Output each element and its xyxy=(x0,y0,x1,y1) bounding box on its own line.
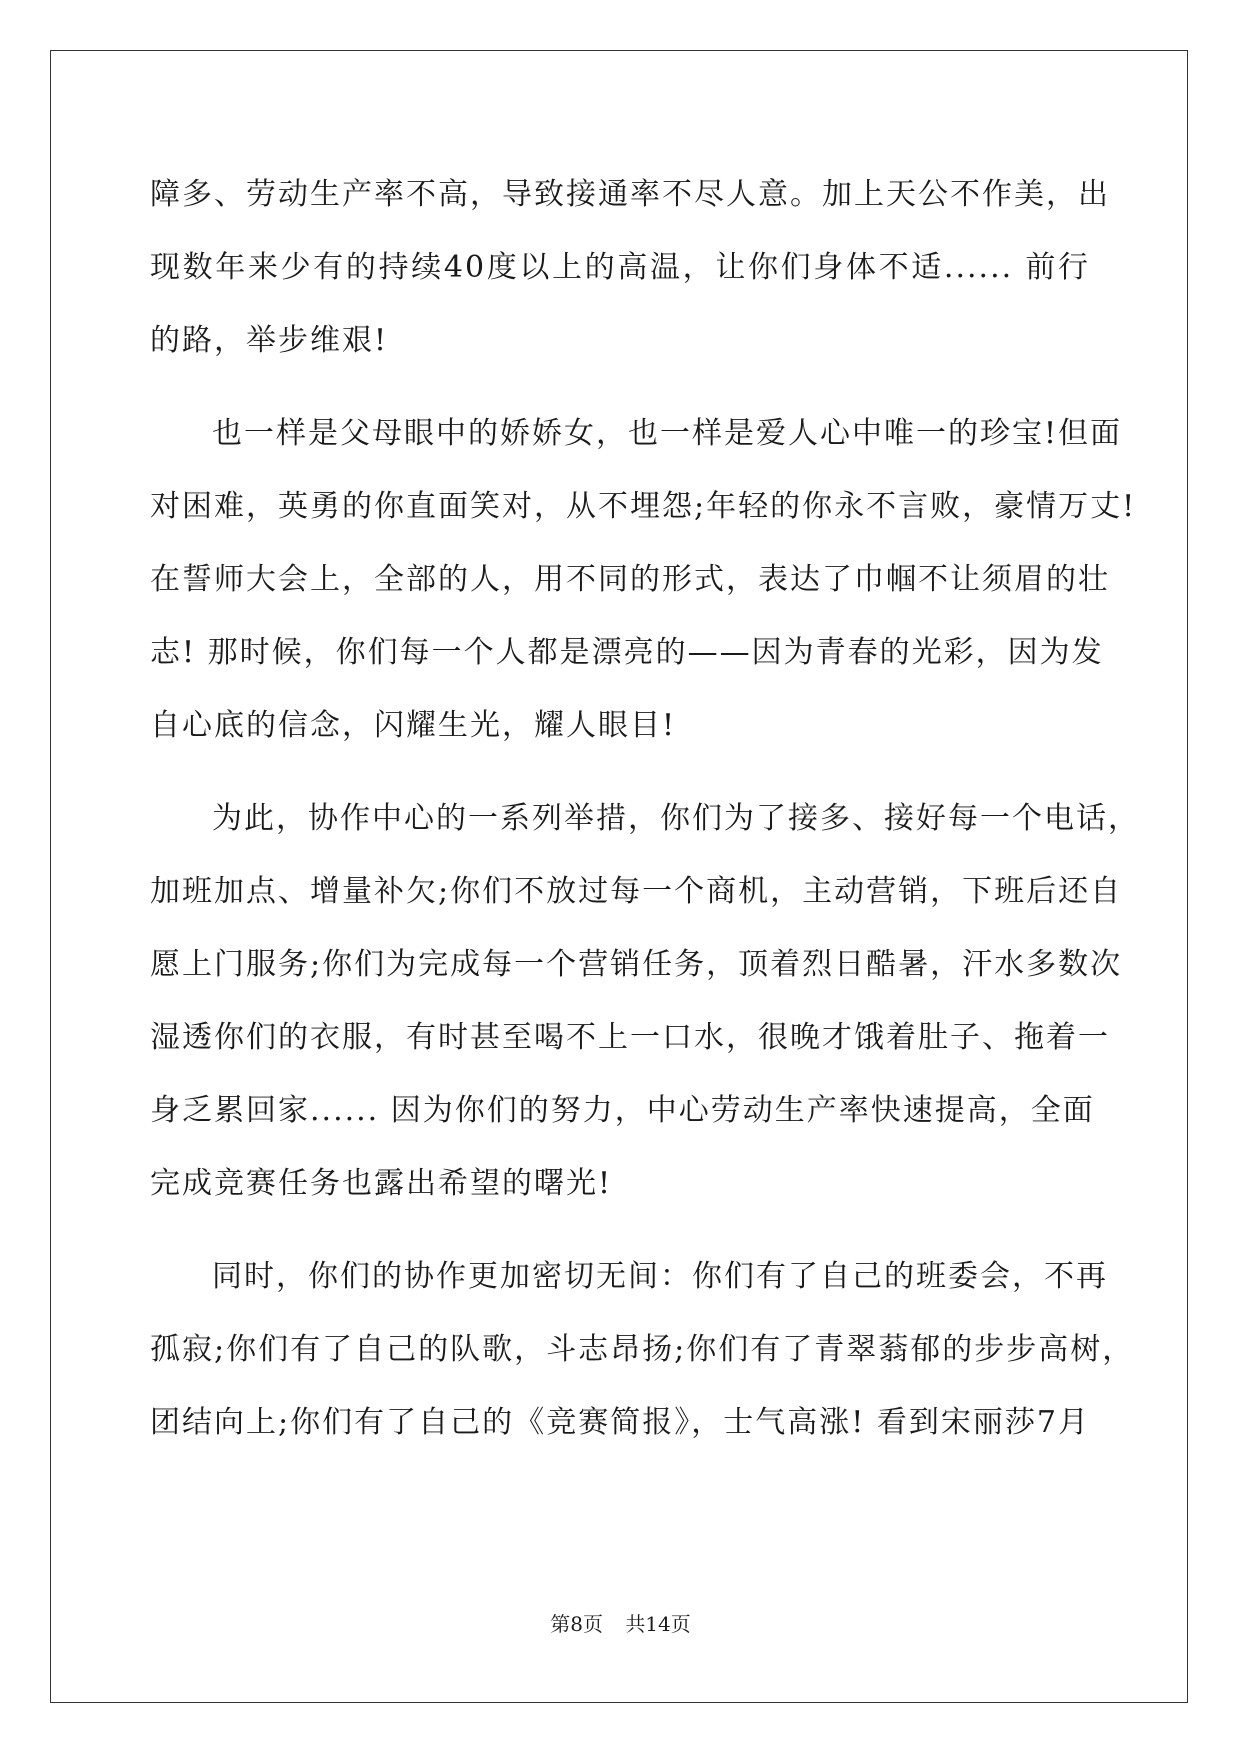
page-number: 第8页 xyxy=(550,1612,603,1636)
text-line: 愿上门服务;你们为完成每一个营销任务，顶着烈日酷暑，汗水多数次 xyxy=(150,947,1123,982)
text-line: 身乏累回家...... 因为你们的努力，中心劳动生产率快速提高，全面 xyxy=(150,1093,1095,1128)
text-line: 为此，协作中心的一系列举措，你们为了接多、接好每一个电话， xyxy=(212,801,1140,836)
page-footer xyxy=(0,1608,1241,1637)
page-total: 共14页 xyxy=(625,1612,691,1636)
text-line: 完成竞赛任务也露出希望的曙光! xyxy=(150,1166,613,1201)
text-line: 自心底的信念，闪耀生光，耀人眼目! xyxy=(150,708,677,743)
text-line: 加班加点、增量补欠;你们不放过每一个商机，主动营销，下班后还自 xyxy=(150,874,1123,909)
text-line: 团结向上;你们有了自己的《竞赛简报》，士气高涨! 看到宋丽莎7月 xyxy=(150,1405,1090,1440)
text-line: 也一样是父母眼中的娇娇女，也一样是爱人心中唯一的珍宝!但面 xyxy=(212,416,1123,451)
text-line: 在誓师大会上，全部的人，用不同的形式，表达了巾帼不让须眉的壮 xyxy=(150,562,1110,597)
text-line: 的路，举步维艰! xyxy=(150,323,389,358)
document-body xyxy=(150,158,1140,1459)
text-line: 对困难，英勇的你直面笑对，从不埋怨;年轻的你永不言败，豪情万丈! xyxy=(150,489,1137,524)
text-line: 孤寂;你们有了自己的队歌，斗志昂扬;你们有了青翠蓊郁的步步高树， xyxy=(150,1332,1135,1367)
text-line: 湿透你们的衣服，有时甚至喝不上一口水，很晚才饿着肚子、拖着一 xyxy=(150,1020,1110,1055)
text-line: 现数年来少有的持续40度以上的高温，让你们身体不适...... 前行 xyxy=(150,250,1090,285)
text-line: 障多、劳动生产率不高，导致接通率不尽人意。加上天公不作美，出 xyxy=(150,177,1110,212)
text-line: 志! 那时候，你们每一个人都是漂亮的——因为青春的光彩，因为发 xyxy=(150,635,1104,670)
text-line: 同时，你们的协作更加密切无间：你们有了自己的班委会，不再 xyxy=(212,1259,1108,1294)
